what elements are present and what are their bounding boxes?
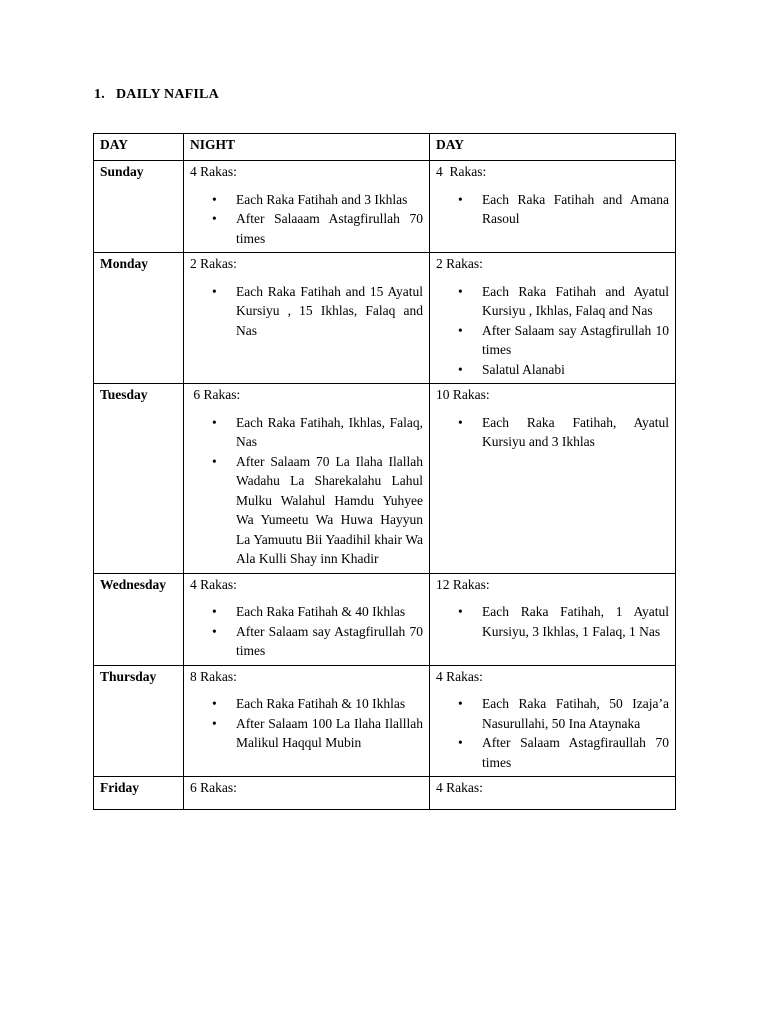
instruction-list (190, 282, 423, 341)
instruction-list (190, 694, 423, 753)
rakas-count: 12 Rakas: (436, 576, 490, 592)
night-cell (184, 253, 430, 384)
day-cell-friday: Friday (94, 777, 184, 810)
daytime-cell (430, 665, 676, 777)
instruction-item: • Each Raka Fatihah and 3 Ikhlas (236, 190, 423, 210)
rakas-count: 6 Rakas: (190, 387, 241, 402)
day-cell-thursday: Thursday (94, 665, 184, 777)
instruction-list (436, 602, 669, 641)
instruction-item: • Each Raka Fatihah and Amana Rasoul (482, 190, 669, 229)
table-row (94, 665, 676, 777)
instruction-item: • Each Raka Fatihah & 10 Ikhlas (236, 694, 423, 714)
day-cell-sunday: Sunday (94, 161, 184, 253)
instruction-list (436, 190, 669, 229)
table-body (94, 161, 676, 810)
day-cell-monday: Monday (94, 253, 184, 384)
instruction-item: • After Salaam Astagfiraullah 70 times (482, 733, 669, 772)
instruction-item: • After Salaam 100 La Ilaha Ilalllah Malikul Haqqul Mubin (236, 714, 423, 753)
rakas-count: 2 Rakas: (436, 256, 483, 271)
rakas-count: 4 Rakas: (190, 576, 237, 592)
day-cell-wednesday: Wednesday (94, 573, 184, 665)
instruction-item: • After Salaam say Astagfirullah 10 times (482, 321, 669, 360)
header-night: NIGHT (184, 134, 430, 161)
instruction-item: • After Salaaam Astagfirullah 70 times (236, 209, 423, 248)
header-day: DAY (94, 134, 184, 161)
rakas-count: 6 Rakas: (190, 780, 237, 795)
instruction-item: • Salatul Alanabi (482, 360, 669, 380)
night-cell (184, 384, 430, 574)
instruction-item: • Each Raka Fatihah & 40 Ikhlas (236, 602, 423, 622)
instruction-list (436, 413, 669, 452)
instruction-item: • Each Raka Fatihah, Ikhlas, Falaq, Nas (236, 413, 423, 452)
rakas-count: 4 Rakas: (436, 668, 483, 684)
night-cell (184, 573, 430, 665)
instruction-list (190, 602, 423, 661)
rakas-count: 4 Rakas: (436, 780, 483, 795)
table-row (94, 384, 676, 574)
instruction-item: • After Salaam say Astagfirullah 70 times (236, 622, 423, 661)
instruction-list (190, 190, 423, 249)
daytime-cell (430, 777, 676, 810)
nafila-table (93, 133, 676, 810)
instruction-list (190, 413, 423, 569)
table-row (94, 777, 676, 810)
table-row (94, 573, 676, 665)
instruction-item: • Each Raka Fatihah, 50 Izaja’a Nasurullahi, 50 Ina Ataynaka (482, 694, 669, 733)
daytime-cell (430, 384, 676, 574)
rakas-count: 10 Rakas: (436, 387, 490, 402)
rakas-count: 4 Rakas: (436, 164, 487, 179)
instruction-list (436, 282, 669, 380)
day-cell-tuesday: Tuesday (94, 384, 184, 574)
daytime-cell (430, 161, 676, 253)
rakas-count: 8 Rakas: (190, 668, 237, 684)
instruction-item: • Each Raka Fatihah, Ayatul Kursiyu and 3 Ikhlas (482, 413, 669, 452)
instruction-item: • Each Raka Fatihah, 1 Ayatul Kursiyu, 3 Ikhlas, 1 Falaq, 1 Nas (482, 602, 669, 641)
section-title: DAILY NAFILA (116, 87, 219, 102)
instruction-item: • Each Raka Fatihah and Ayatul Kursiyu , Ikhlas, Falaq and Nas (482, 282, 669, 321)
night-cell (184, 161, 430, 253)
section-heading (94, 87, 219, 103)
daytime-cell (430, 253, 676, 384)
table-row (94, 253, 676, 384)
section-number: 1. (94, 87, 105, 102)
instruction-list (436, 694, 669, 772)
night-cell (184, 665, 430, 777)
table-header-row (94, 134, 676, 161)
night-cell (184, 777, 430, 810)
rakas-count: 2 Rakas: (190, 256, 237, 271)
instruction-item: • After Salaam 70 La Ilaha Ilallah Wadahu La Sharekalahu Lahul Mulku Walahul Hamdu Yuhyee Wa Yumeetu Wa Huwa Hayyun La Yamuutu Bii Yaadihil khair Wa Ala Kulli Shay inn Khadir (236, 452, 423, 569)
table-row (94, 161, 676, 253)
daytime-cell (430, 573, 676, 665)
instruction-item: • Each Raka Fatihah and 15 Ayatul Kursiyu , 15 Ikhlas, Falaq and Nas (236, 282, 423, 341)
rakas-count: 4 Rakas: (190, 164, 237, 179)
header-daytime: DAY (430, 134, 676, 161)
